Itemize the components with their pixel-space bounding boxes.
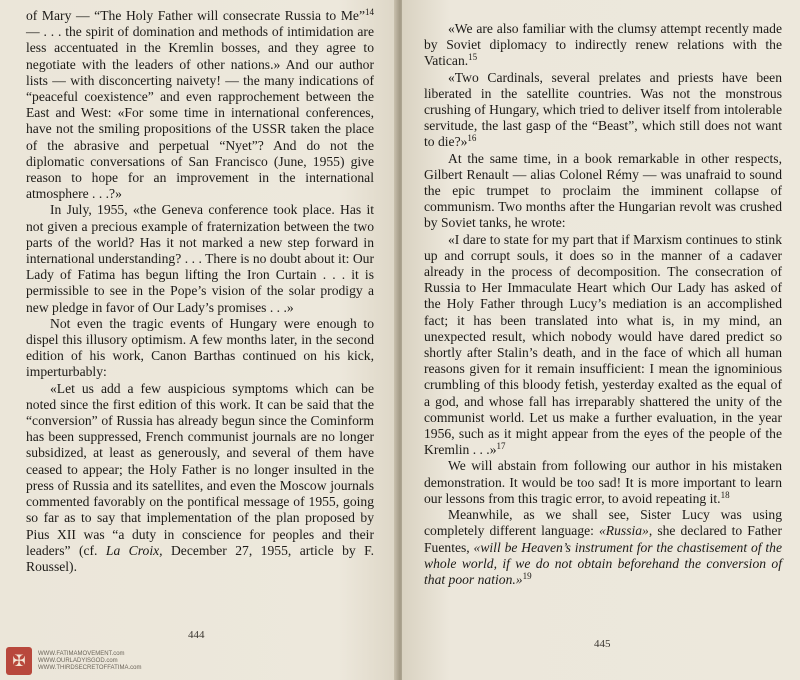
paragraph (424, 507, 782, 588)
right-page-text (424, 21, 782, 588)
footnote-marker: 14 (365, 7, 374, 17)
italic-run: «Russia» (599, 523, 649, 539)
left-page-number: 444 (188, 629, 205, 641)
website-watermark (6, 645, 206, 677)
text-run: We will abstain from following our author in his mistaken demonstration. It would be too sad! It is more important to learn our lessons from this tragic error, to avoid repeating it. (424, 458, 782, 506)
text-run: At the same time, in a book remarkable in other respects, Gilbert Renault — alias Colonel Rémy — was unafraid to sound the epic trumpet to proclaim the imminent collapse of communism. Two months after the Hungarian revolt was crushed by Soviet tanks, he wrote: (424, 150, 782, 231)
footnote-marker: 16 (467, 133, 477, 144)
text-run: Not even the tragic events of Hungary were enough to dispel this illusory optimism. A few months later, in the second edition of his work, Canon Barthas continued on his kick, imperturbably: (26, 315, 374, 380)
text-run: — . . . the spirit of domination and methods of intimidation are less accentuated in the Kremlin bosses, and they agree to negotiate with the leaders of other nations.» And our author lists — with disconcerting naivety! — the many indications of “peaceful coexistence” and even rapprochement between the East and West: «For some time in international conferences, have not the smiling propositions of the USSR taken the place of the abrasive and perpetual “Nyet”? And do not the diplomatic conversations of San Francisco (June, 1955) give reason to hope for an improvement in the international atmosphere . . .?» (26, 24, 374, 202)
text-run: , she declared to Father Fuentes, (424, 523, 782, 555)
paragraph (424, 458, 782, 507)
paragraph (424, 21, 782, 70)
watermark-line: WWW.THIRDSECRETOFFATIMA.com (38, 665, 142, 671)
text-run: «Two Cardinals, several prelates and priests have been liberated in the satellite countries. Was not the monstrous crushing of Hungary, which tried to deliver itself from intolerable servitude, the last gasp of the “Beast”, which still does not want to die?» (424, 69, 782, 150)
footnote-marker: 19 (522, 570, 532, 581)
paragraph (26, 8, 374, 202)
footnote-marker: 17 (496, 441, 506, 452)
paragraph (424, 232, 782, 459)
text-run: Meanwhile, as we shall see, Sister Lucy was using completely different language: (424, 507, 782, 539)
right-page-number: 445 (594, 638, 611, 650)
text-run: In July, 1955, «the Geneva conference took place. Has it not given a precious example of fraternization between the two parts of the world? Has it not marked a new step forward in international understanding? . . . There is no doubt about it: Our Lady of Fatima has begun lifting the Iron Curtain . . . it is permissible to see in the Pope’s vision of the solar prodigy a new pledge in favor of Our Lady’s promises . . .» (26, 202, 374, 315)
paragraph (424, 151, 782, 232)
footnote-marker: 15 (468, 52, 478, 63)
paragraph (26, 202, 374, 315)
left-page-text (26, 8, 374, 575)
paragraph (26, 316, 374, 381)
italic-run: La Croix, (105, 542, 163, 558)
text-run: December 27, 1955, article by F. Roussel). (26, 542, 374, 574)
fatima-crest-icon: ✠ (6, 647, 32, 675)
watermark-line: WWW.FATIMAMOVEMENT.com (38, 651, 125, 657)
paragraph (26, 381, 374, 575)
right-page (402, 0, 800, 680)
left-page (0, 0, 398, 680)
text-run: of Mary — “The Holy Father will consecrate Russia to Me” (26, 8, 365, 23)
watermark-lines (38, 651, 141, 672)
text-run: «Let us add a few auspicious symptoms which can be noted since the first edition of this work. It can be said that the “conversion” of Russia has already begun since the Cominform has been suppressed, French communist journals are no longer subsidized, at least as generously, and several of them have ceased to appear; the Holy Father is no longer insulted in the press of Russia and its satellites, and even the Moscow journals commented favorably on the pontifical message of 1955, going so far as to say that implementation of the plan proposed by Pius XII was “a duty in conscience for peoples and their leaders” (cf. (26, 380, 374, 558)
text-run: «I dare to state for my part that if Marxism continues to stink up and corrupt souls, it does so in the manner of a cadaver already in the process of decomposition. The consecration of Russia to Her Immaculate Heart which Our Lady has asked of the Holy Father through Lucy’s mediation is an accomplished fact; it has been translated into what is, in my mind, an unexpected result, which nobody would have dared predict so shortly after Stalin’s death, and in the face of which all human reasons given for it remain insufficient: I mean the ignominious crumbling of this bloody fetish, yesterday exalted as the equal of a god, and whose fall has irreparably shattered the unity of the communist world. Let us make a further evaluation, in the year 1956, such as it might appear from the eyes of the people of the Kremlin . . .» (424, 231, 782, 458)
paragraph (424, 70, 782, 151)
italic-run: «will be Heaven’s instrument for the chastisement of the whole world, if we do not obtain beforehand the conversion of that poor nation.» (424, 539, 782, 587)
watermark-line: WWW.OURLADYISGOD.com (38, 658, 118, 664)
text-run: «We are also familiar with the clumsy attempt recently made by Soviet diplomacy to indirectly renew relations with the Vatican. (424, 21, 782, 69)
footnote-marker: 18 (720, 489, 730, 500)
